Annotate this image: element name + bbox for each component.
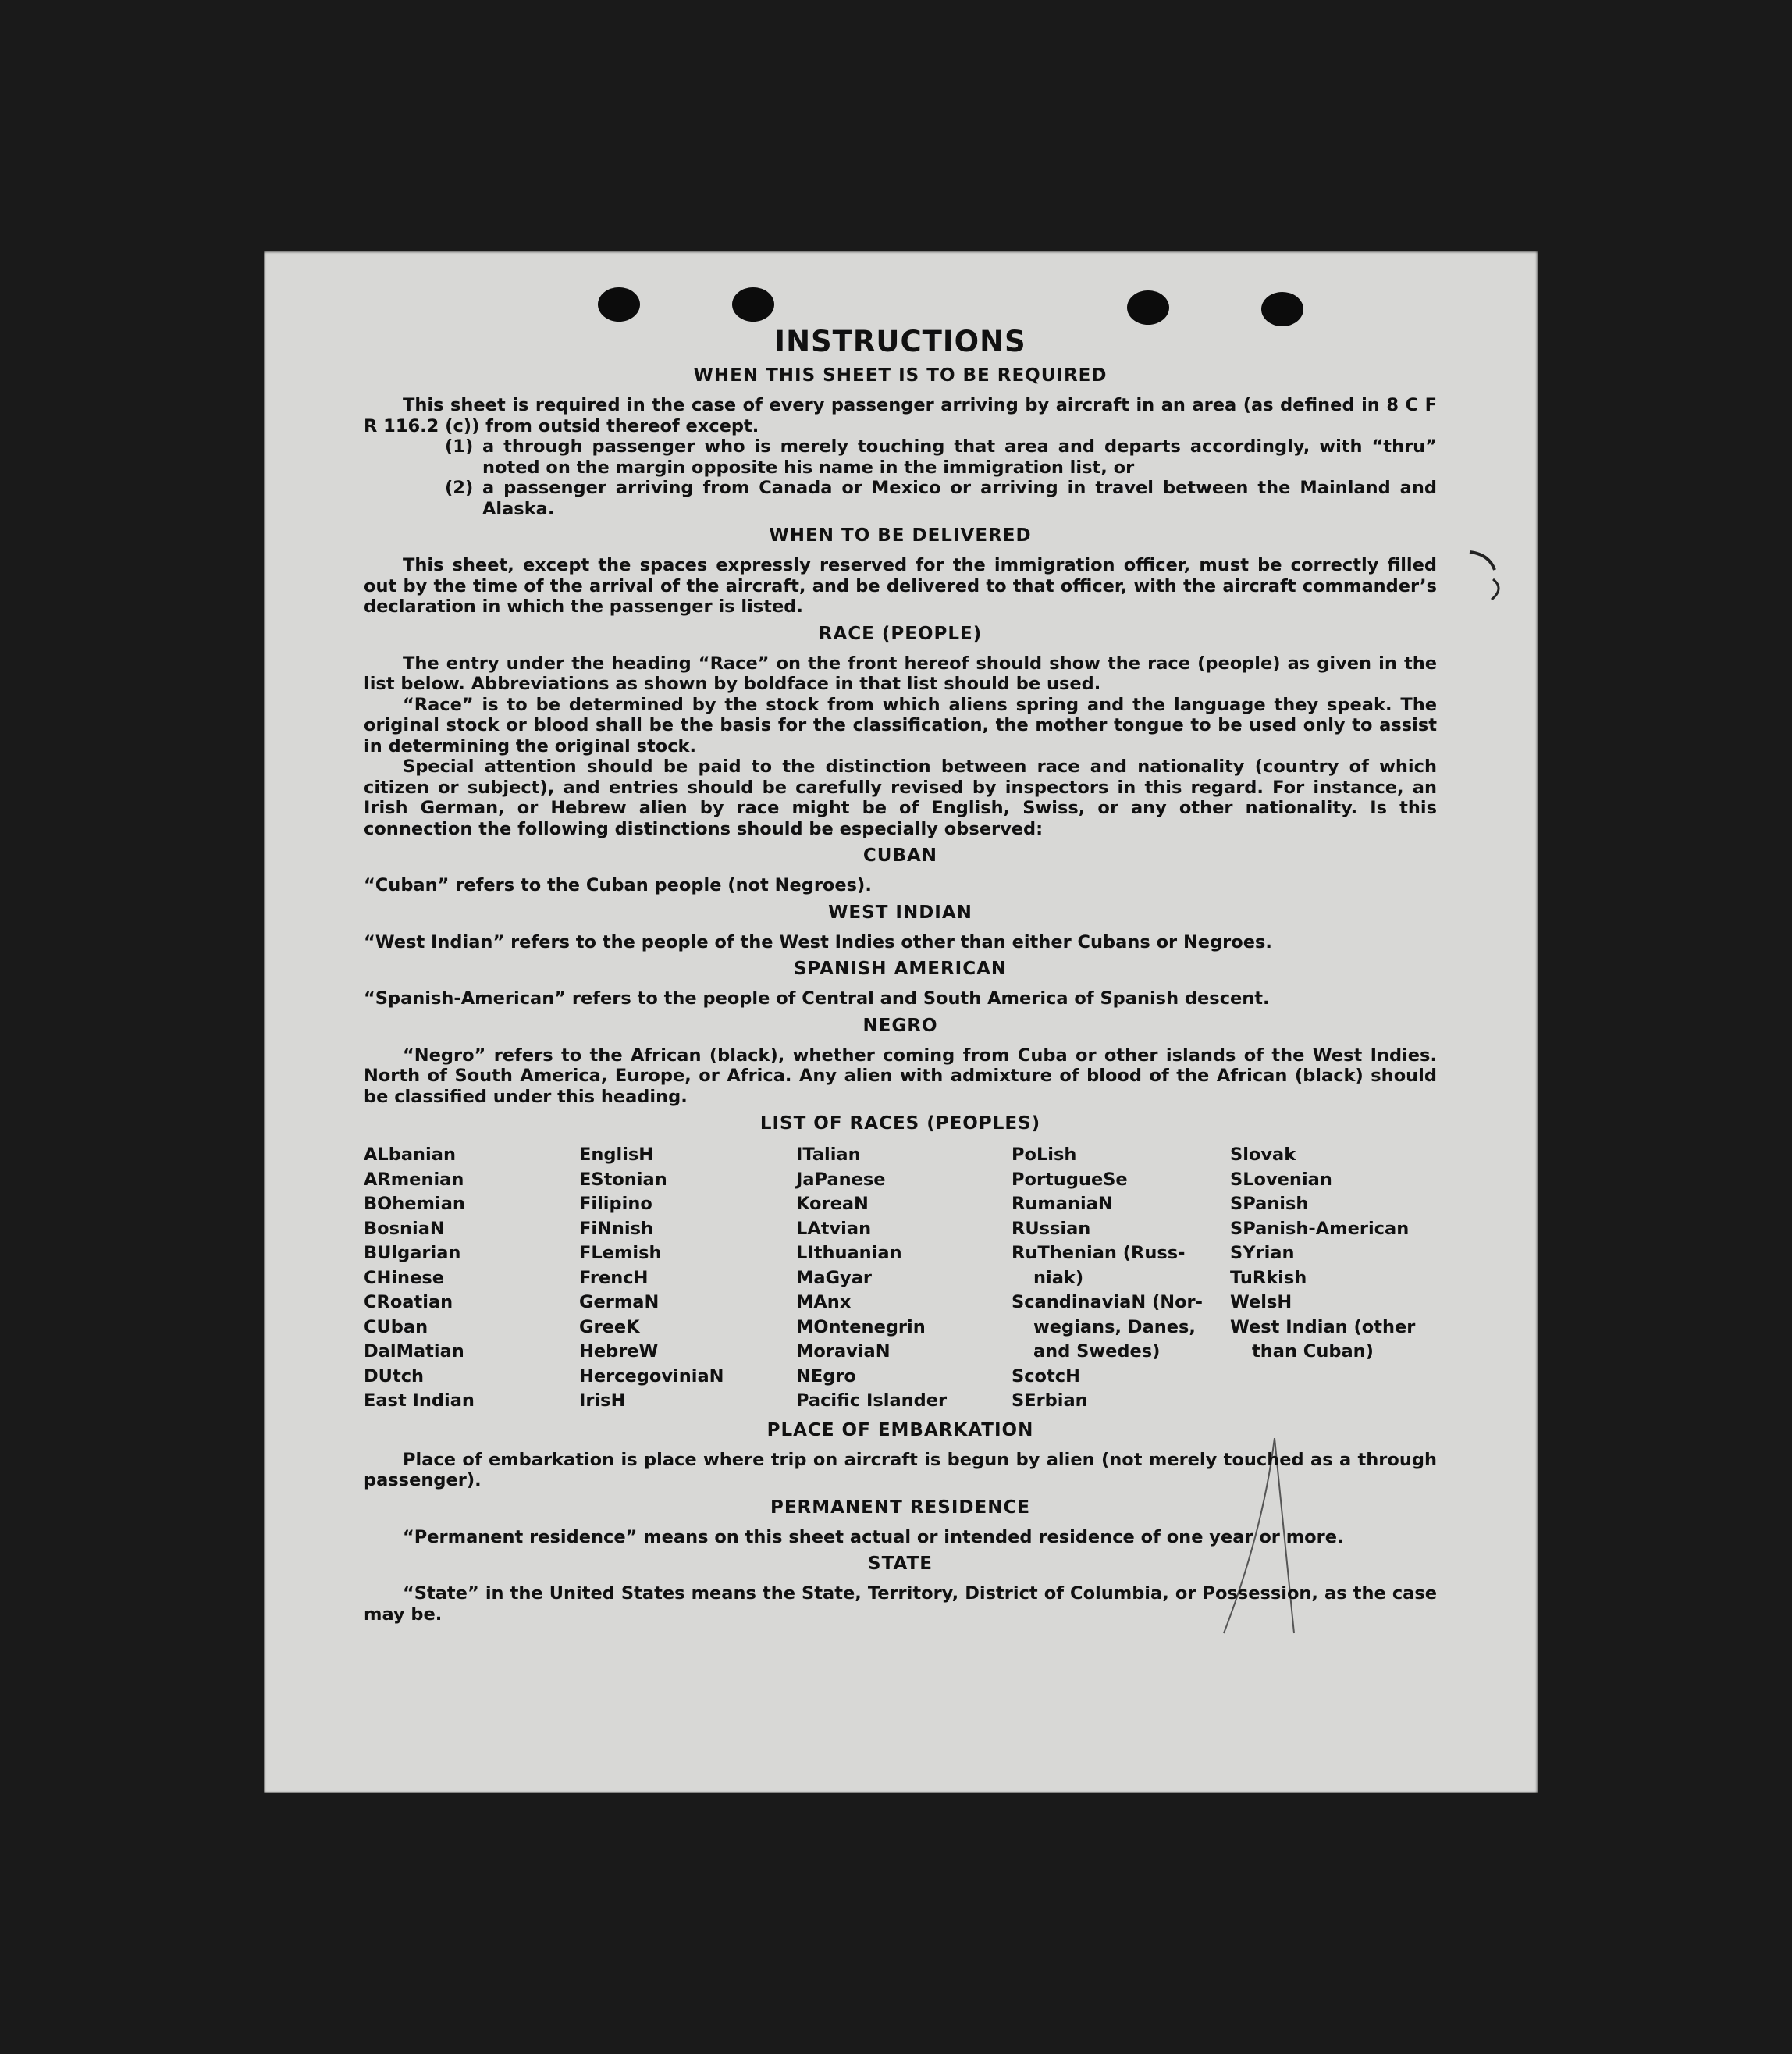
race-entry: FiNnish <box>579 1218 654 1239</box>
punch-hole <box>1127 290 1169 325</box>
heading-state: STATE <box>868 1554 933 1574</box>
race-entry: wegians, Danes, <box>1033 1316 1196 1337</box>
embarkation-text: Place of embarkation is place where trip on aircraft is begun by alien (not merely touched as a through passenger). <box>364 1449 1437 1490</box>
item-number: (2) <box>445 478 474 498</box>
race-entry: PortugueSe <box>1012 1169 1128 1190</box>
race-entry: LIthuanian <box>796 1243 902 1263</box>
when-delivered-text: This sheet, except the spaces expressly reserved for the immigration officer, must be correctly filled out by the time of the arrival of the aircraft, and be delivered to that officer, with the aircraft commander’s declaration in which the passenger is listed. <box>364 555 1437 617</box>
race-entry: KoreaN <box>796 1194 869 1214</box>
race-entry: DalMatian <box>364 1341 464 1362</box>
race-entry: SPanish <box>1230 1194 1309 1214</box>
races-column <box>579 1143 796 1414</box>
race-entry: BosniaN <box>364 1218 445 1239</box>
race-entry: BUlgarian <box>364 1243 461 1263</box>
race-entry: SYrian <box>1230 1243 1295 1263</box>
spanish-american-text: “Spanish-American” refers to the people of Central and South America of Spanish descent. <box>364 988 1270 1009</box>
heading-cuban: CUBAN <box>862 845 938 866</box>
race-entry: and Swedes) <box>1033 1341 1161 1362</box>
race-entry: WelsH <box>1230 1292 1292 1312</box>
when-required-text: This sheet is required in the case of every passenger arriving by aircraft in an area (as defined in 8 C F R 116.2 (c)) from outsid thereof except. <box>364 395 1437 436</box>
heading-negro: NEGRO <box>862 1015 938 1036</box>
exception-item <box>445 478 1437 519</box>
race-entry: MoraviaN <box>796 1341 891 1362</box>
races-column <box>364 1143 579 1414</box>
race-entry: HercegoviniaN <box>579 1365 724 1387</box>
race-entry: MOntenegrin <box>796 1316 926 1337</box>
race-entry: RumaniaN <box>1012 1194 1113 1214</box>
race-entry: than Cuban) <box>1252 1341 1374 1362</box>
punch-hole <box>1261 292 1303 326</box>
race-entry: EnglisH <box>579 1144 654 1165</box>
race-entry: ScandinaviaN (Nor- <box>1012 1292 1203 1312</box>
race-entry: FrencH <box>579 1267 649 1288</box>
race-entry: CRoatian <box>364 1292 453 1312</box>
races-column <box>1012 1143 1230 1414</box>
race-entry: MaGyar <box>796 1267 872 1288</box>
race-entry: Slovak <box>1230 1144 1296 1165</box>
race-entry: ITalian <box>796 1144 861 1165</box>
race-entry: BOhemian <box>364 1194 465 1214</box>
exception-item <box>445 436 1437 478</box>
item-text: a passenger arriving from Canada or Mexico or arriving in travel between the Mainland and Alaska. <box>482 478 1437 519</box>
race-entry: FLemish <box>579 1243 662 1263</box>
race-entry: IrisH <box>579 1390 626 1411</box>
race-entry: EStonian <box>579 1169 667 1190</box>
race-entry: CHinese <box>364 1267 444 1288</box>
punch-hole <box>598 287 640 322</box>
race-entry: ARmenian <box>364 1169 464 1190</box>
race-entry: SLovenian <box>1230 1169 1332 1190</box>
race-entry: JaPanese <box>796 1169 886 1190</box>
punch-hole <box>732 287 774 322</box>
race-entry: HebreW <box>579 1341 659 1362</box>
heading-residence: PERMANENT RESIDENCE <box>770 1497 1031 1518</box>
heading-when-delivered: WHEN TO BE DELIVERED <box>769 525 1032 546</box>
pen-mark <box>1462 548 1509 611</box>
residence-text: “Permanent residence” means on this sheet actual or intended residence of one year or more. <box>403 1526 1344 1547</box>
race-entry: CUban <box>364 1316 428 1337</box>
cuban-text: “Cuban” refers to the Cuban people (not Negroes). <box>364 875 872 895</box>
race-entry: PoLish <box>1012 1144 1077 1165</box>
race-entry: RuThenian (Russ- <box>1012 1243 1186 1263</box>
race-entry: TuRkish <box>1230 1267 1307 1288</box>
state-text: “State” in the United States means the State, Territory, District of Columbia, or Possession, as the case may be. <box>364 1583 1437 1625</box>
instructions-content <box>364 326 1437 1625</box>
race-entry: SPanish-American <box>1230 1218 1410 1239</box>
races-column <box>1230 1143 1437 1414</box>
race-entry: West Indian (other <box>1230 1316 1416 1337</box>
heading-spanish-american: SPANISH AMERICAN <box>793 959 1008 979</box>
races-list <box>364 1143 1437 1414</box>
race-entry: RUssian <box>1012 1218 1091 1239</box>
item-number: (1) <box>445 436 474 457</box>
heading-embarkation: PLACE OF EMBARKATION <box>766 1419 1034 1440</box>
race-entry: Pacific Islander <box>796 1390 948 1411</box>
race-entry: niak) <box>1033 1267 1084 1288</box>
heading-when-required: WHEN THIS SHEET IS TO BE REQUIRED <box>693 365 1108 386</box>
heading-west-indian: WEST INDIAN <box>828 902 972 923</box>
race-paragraph: “Race” is to be determined by the stock from which aliens spring and the language they speak. The original stock or blood shall be the basis for the classification, the mother tongue to be used only to assist in determining the original stock. <box>364 694 1437 756</box>
heading-list-of-races: LIST OF RACES (PEOPLES) <box>759 1113 1041 1134</box>
item-text: a through passenger who is merely touching that area and departs accordingly, with “thru” noted on the margin opposite his name in the immigration list, or <box>482 436 1437 478</box>
race-entry: GermaN <box>579 1292 660 1312</box>
negro-text: “Negro” refers to the African (black), whether coming from Cuba or other islands of the West Indies. North of South America, Europe, or Africa. Any alien with admixture of blood of the African (black) should be classified under this heading. <box>364 1045 1437 1107</box>
race-entry: GreeK <box>579 1316 640 1337</box>
race-entry: DUtch <box>364 1365 425 1387</box>
race-entry: MAnx <box>796 1292 852 1312</box>
race-entry: East Indian <box>364 1390 475 1411</box>
page-title: INSTRUCTIONS <box>774 325 1026 358</box>
west-indian-text: “West Indian” refers to the people of the West Indies other than either Cubans or Negroes. <box>364 931 1272 952</box>
races-column <box>796 1143 1012 1414</box>
race-entry: SErbian <box>1012 1390 1088 1411</box>
race-entry: ALbanian <box>364 1144 456 1165</box>
document-sheet <box>264 251 1538 1793</box>
race-paragraph: The entry under the heading “Race” on the front hereof should show the race (people) as given in the list below. Abbreviations as shown by boldface in that list should be used. <box>364 653 1437 694</box>
race-entry: LAtvian <box>796 1218 872 1239</box>
race-paragraph: Special attention should be paid to the distinction between race and nationality (country of which citizen or subject), and entries should be carefully revised by inspectors in this regard. For instance, an Irish German, or Hebrew alien by race might be of English, Swiss, or any other nationality. Is this connection the following distinctions should be especially observed: <box>364 756 1437 839</box>
heading-race: RACE (PEOPLE) <box>818 623 983 644</box>
race-entry: ScotcH <box>1012 1365 1080 1387</box>
race-entry: Filipino <box>579 1194 652 1214</box>
race-entry: NEgro <box>796 1365 856 1387</box>
